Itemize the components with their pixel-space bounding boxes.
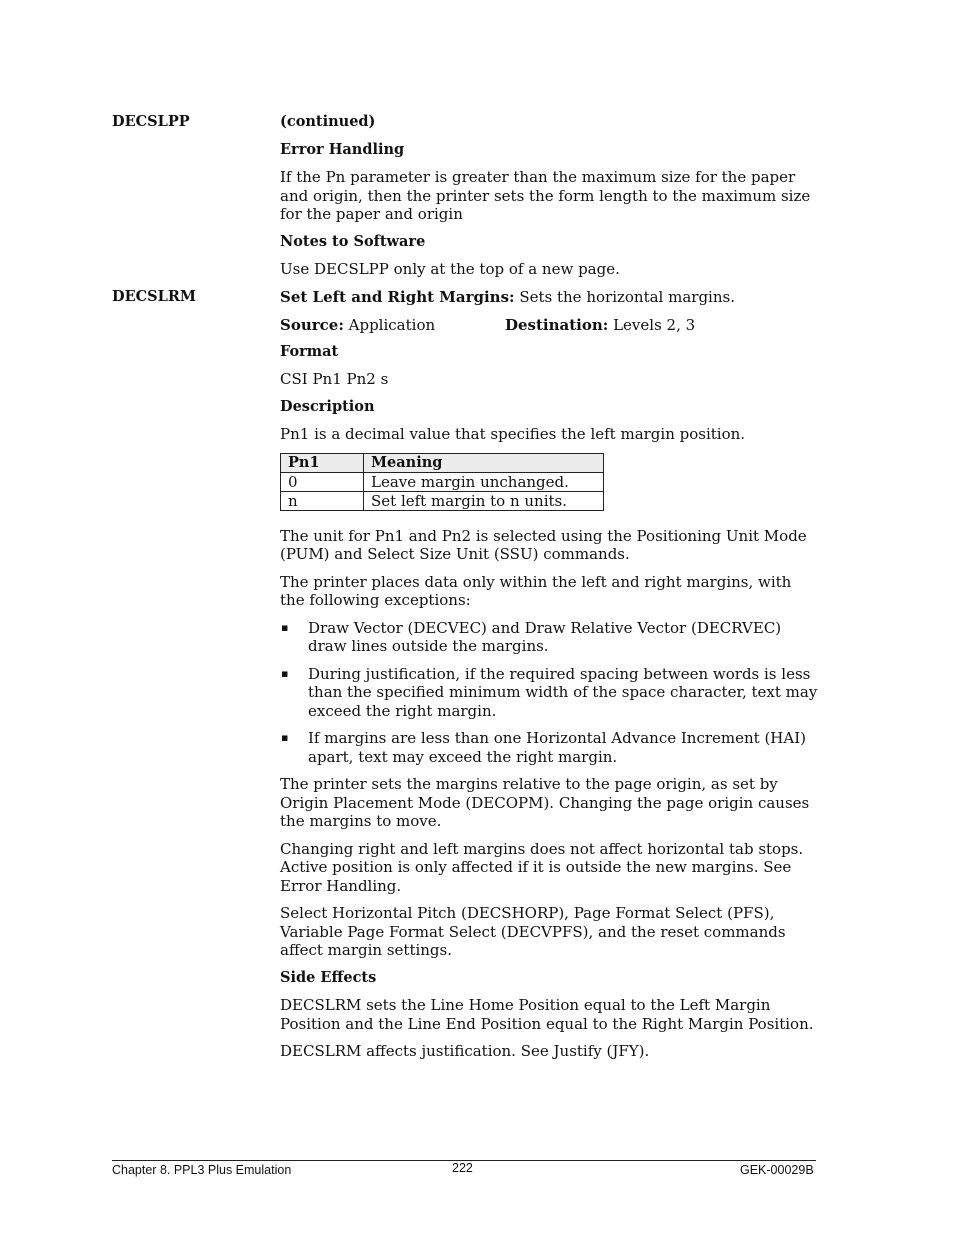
list-item-text: During justification, if the required spacing between words is less than the specified minimum width of the space character, text may exceed the right margin. [308, 664, 818, 720]
table-cell-pn1: n [281, 491, 364, 510]
side-effects-text-1: DECSLRM sets the Line Home Position equal to the Left Margin Position and the Line End Position equal to the Right Margin Position. [280, 996, 814, 1033]
source-field [280, 316, 435, 334]
origin-paragraph: The printer sets the margins relative to the page origin, as set by Origin Placement Mode (DECOPM). Changing the page origin causes the margins to move. [280, 775, 810, 830]
destination-label: Destination: [505, 315, 609, 334]
table-row [281, 491, 604, 510]
bullet-icon: ▪ [281, 731, 289, 744]
continued-label: (continued) [280, 113, 376, 130]
format-text: CSI Pn1 Pn2 s [280, 370, 389, 388]
decslpp-section [280, 113, 820, 288]
footer-page-number: 222 [452, 1161, 473, 1175]
pitch-paragraph: Select Horizontal Pitch (DECSHORP), Page Format Select (PFS), Variable Page Format Select (DECVPFS), and the reset commands affect margin settings. [280, 904, 786, 959]
table-header-row [281, 453, 604, 472]
destination-value: Levels 2, 3 [608, 315, 696, 334]
notes-heading: Notes to Software [280, 232, 426, 250]
tabs-paragraph: Changing right and left margins does not affect horizontal tab stops. Active position is only affected if it is outside the new margins. See Error Handling. [280, 839, 804, 895]
unit-paragraph: The unit for Pn1 and Pn2 is selected using the Positioning Unit Mode (PUM) and Select Size Unit (SSU) commands. [280, 526, 807, 563]
decslrm-section [280, 288, 820, 1070]
footer-chapter: Chapter 8. PPL3 Plus Emulation [112, 1163, 292, 1177]
source-destination-row [280, 316, 820, 334]
table-cell-meaning: Leave margin unchanged. [364, 472, 604, 491]
description-heading: Description [280, 397, 375, 415]
decslrm-title [280, 288, 820, 307]
table-cell-meaning: Set left margin to n units. [364, 491, 604, 510]
list-item [280, 729, 820, 766]
description-text: Pn1 is a decimal value that specifies the left margin position. [280, 425, 746, 443]
list-item-text: If margins are less than one Horizontal Advance Increment (HAI) apart, text may exceed the right margin. [308, 729, 807, 766]
exceptions-paragraph: The printer places data only within the left and right margins, with the following exceptions: [280, 572, 792, 609]
bullet-icon: ▪ [281, 620, 289, 634]
table-row [281, 472, 604, 491]
pn1-meaning-table [280, 453, 604, 511]
side-effects-text-2: DECSLRM affects justification. See Justify (JFY). [280, 1042, 650, 1060]
format-heading: Format [280, 342, 339, 360]
exceptions-list [280, 619, 820, 767]
table-cell-pn1: 0 [281, 472, 364, 491]
destination-field [505, 316, 695, 335]
side-effects-heading: Side Effects [280, 968, 377, 986]
list-item [280, 665, 820, 721]
term-decslpp: DECSLPP [112, 113, 190, 130]
decslrm-title-rest: Sets the horizontal margins. [514, 288, 735, 306]
notes-text: Use DECSLPP only at the top of a new page. [280, 260, 620, 278]
list-item-text: Draw Vector (DECVEC) and Draw Relative Vector (DECRVEC) draw lines outside the margins. [308, 618, 782, 655]
footer-doc-id: GEK-00029B [740, 1163, 814, 1177]
decslrm-title-bold: Set Left and Right Margins: [280, 288, 515, 306]
list-item [280, 619, 820, 656]
bullet-icon: ▪ [281, 666, 289, 680]
source-label: Source: [280, 315, 344, 334]
error-handling-heading: Error Handling [280, 140, 405, 158]
table-header-pn1: Pn1 [281, 453, 364, 472]
term-decslrm: DECSLRM [112, 288, 196, 305]
error-handling-text: If the Pn parameter is greater than the maximum size for the paper and origin, then the printer sets the form length to the maximum size for the paper and origin [280, 168, 811, 223]
table-header-meaning: Meaning [364, 453, 604, 472]
source-value: Application [343, 315, 436, 334]
